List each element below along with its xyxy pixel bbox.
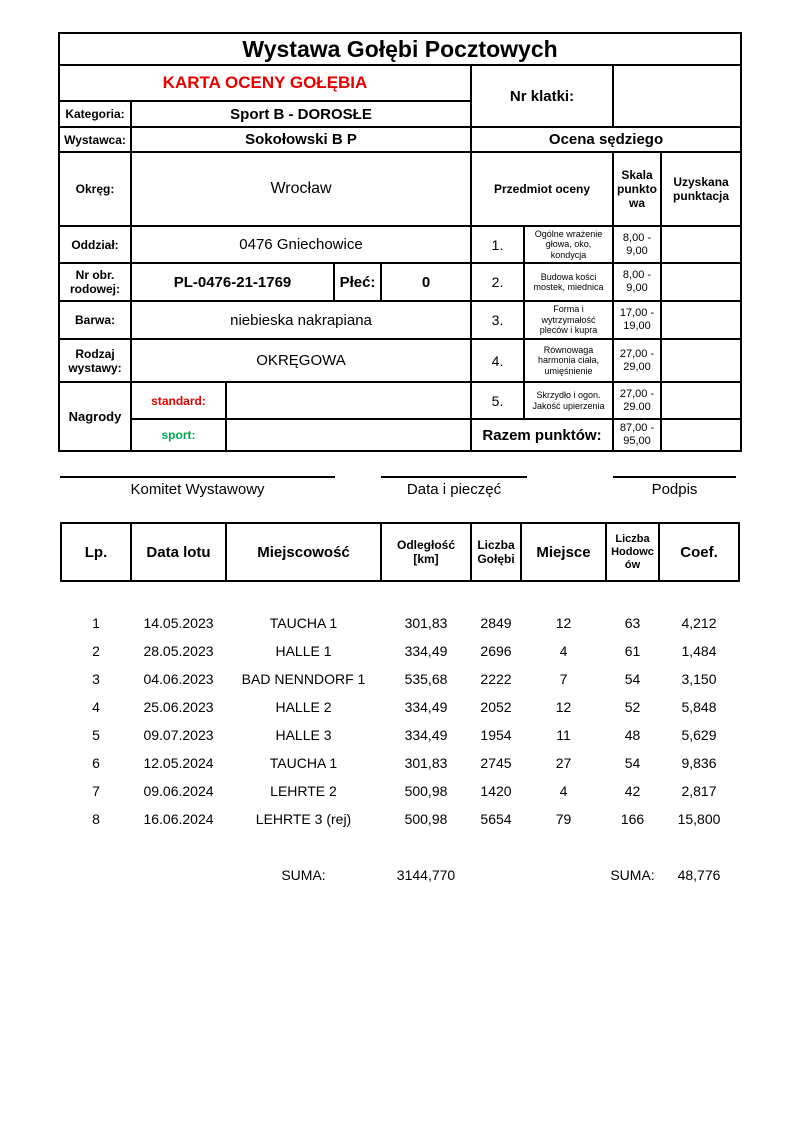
assessment-row-skala: 8,00 - 9,00: [613, 226, 661, 263]
cell-miejscowosc: HALLE 3: [275, 727, 332, 743]
cell-data-lotu: 12.05.2024: [143, 755, 214, 771]
plec-label: Płeć:: [334, 263, 381, 301]
cell-lp: 5: [92, 727, 100, 743]
cell-liczba-hodowcow: 63: [624, 615, 641, 631]
signature-block-data-pieczec: [381, 476, 527, 498]
column-header-miejscowosc: Miejscowość: [226, 523, 381, 581]
razem-punktow-label: Razem punktów:: [471, 419, 613, 451]
cell-lp: 7: [92, 783, 100, 799]
assessment-row-score-cell: [661, 339, 741, 382]
cell-lp: 8: [92, 811, 100, 827]
uzyskana-punktacja-header: Uzyskana punktacja: [661, 152, 741, 226]
assessment-row-number: 1.: [471, 226, 524, 263]
flight-header-row: [61, 523, 739, 581]
cell-miejscowosc: TAUCHA 1: [269, 615, 338, 631]
barwa-value: niebieska nakrapiana: [131, 301, 471, 339]
assessment-row-skala: 8,00 - 9,00: [613, 263, 661, 301]
nagrody-label: Nagrody: [59, 382, 131, 451]
cell-data-lotu: 28.05.2023: [143, 643, 214, 659]
assessment-row-desc: [524, 339, 613, 382]
suma-odleglosc-value: 3144,770: [396, 867, 456, 883]
cell-miejscowosc: HALLE 2: [275, 699, 332, 715]
signature-caption: Komitet Wystawowy: [130, 481, 265, 498]
nr-obr-label: Nr obr. rodowej:: [59, 263, 131, 301]
oddzial-label: Oddział:: [59, 226, 131, 263]
oddzial-value: 0476 Gniechowice: [131, 226, 471, 263]
flight-row: [61, 749, 739, 777]
cell-miejsce: 7: [559, 671, 568, 687]
okreg-value: Wrocław: [131, 152, 471, 226]
column-header-miejsce: Miejsce: [521, 523, 606, 581]
suma-label-right: SUMA:: [610, 867, 655, 883]
assessment-row-skala: 27,00 - 29.00: [613, 382, 661, 419]
assessment-row-score-cell: [661, 301, 741, 339]
empty-cell: [521, 861, 606, 889]
gap-row: [61, 833, 739, 861]
cell-liczba-golebi: 2222: [480, 671, 512, 687]
column-header-lp: Lp.: [61, 523, 131, 581]
flight-row: [61, 637, 739, 665]
cell-odleglosc: 334,49: [404, 727, 448, 743]
empty-cell: [131, 861, 226, 889]
cell-lp: 3: [92, 671, 100, 687]
signature-block-komitet: [60, 476, 335, 498]
cell-liczba-golebi: 5654: [480, 811, 512, 827]
assessment-row-number: 4.: [471, 339, 524, 382]
cell-liczba-hodowcow: 48: [624, 727, 641, 743]
cell-miejsce: 27: [555, 755, 572, 771]
cell-coef: 5,848: [681, 699, 717, 715]
cell-miejscowosc: LEHRTE 2: [270, 783, 337, 799]
flight-row: [61, 805, 739, 833]
cell-data-lotu: 09.06.2024: [143, 783, 214, 799]
column-header-liczba-hodowcow: Liczba Hodowców: [606, 523, 659, 581]
cell-odleglosc: 301,83: [404, 755, 448, 771]
cell-odleglosc: 301,83: [404, 615, 448, 631]
kategoria-label: Kategoria:: [59, 101, 131, 127]
assessment-row-skala: 27,00 - 29,00: [613, 339, 661, 382]
signature-block-podpis: [613, 476, 736, 498]
signature-line: [613, 476, 736, 478]
cell-miejsce: 4: [559, 783, 568, 799]
signature-caption: Podpis: [651, 481, 698, 498]
cell-miejsce: 79: [555, 811, 572, 827]
cell-miejscowosc: TAUCHA 1: [269, 755, 338, 771]
assessment-desc-text: Ogólne wrażenie głowa, oko, kondycja: [534, 228, 603, 260]
kategoria-value: Sport B - DOROSŁE: [131, 101, 471, 127]
cell-liczba-hodowcow: 54: [624, 755, 641, 771]
cell-miejscowosc: LEHRTE 3 (rej): [255, 811, 352, 827]
assessment-desc-text: Forma i wytrzymałość pleców i kupra: [539, 304, 598, 336]
cell-liczba-golebi: 2745: [480, 755, 512, 771]
cell-data-lotu: 16.06.2024: [143, 811, 214, 827]
ocena-sedziego-header: Ocena sędziego: [471, 127, 741, 152]
cell-liczba-hodowcow: 61: [624, 643, 641, 659]
column-header-coef: Coef.: [659, 523, 739, 581]
cell-liczba-hodowcow: 52: [624, 699, 641, 715]
cell-miejscowosc: BAD NENNDORF 1: [241, 671, 366, 687]
cell-lp: 6: [92, 755, 100, 771]
cell-odleglosc: 535,68: [404, 671, 448, 687]
cell-lp: 4: [92, 699, 100, 715]
signature-line: [381, 476, 527, 478]
assessment-desc-text: Budowa kości mostek, miednica: [533, 271, 604, 292]
cell-coef: 5,629: [681, 727, 717, 743]
flight-row: [61, 777, 739, 805]
plec-value: 0: [381, 263, 471, 301]
spacer-row: [61, 581, 739, 609]
column-header-liczba-golebi: Liczba Gołębi: [471, 523, 521, 581]
gap-cell: [61, 833, 739, 861]
suma-label-left: SUMA:: [281, 867, 326, 883]
nr-klatki-value-cell: [613, 65, 741, 127]
cell-lp: 2: [92, 643, 100, 659]
column-header-data-lotu: Data lotu: [131, 523, 226, 581]
cell-miejsce: 12: [555, 615, 572, 631]
nr-obr-value: PL-0476-21-1769: [131, 263, 334, 301]
cell-odleglosc: 500,98: [404, 811, 448, 827]
cell-coef: 3,150: [681, 671, 717, 687]
flight-row: [61, 721, 739, 749]
cell-coef: 4,212: [681, 615, 717, 631]
cell-liczba-golebi: 1954: [480, 727, 512, 743]
assessment-row-desc: [524, 226, 613, 263]
skala-punktowa-header: Skala punktowa: [613, 152, 661, 226]
cell-liczba-golebi: 2052: [480, 699, 512, 715]
card-title: KARTA OCENY GOŁĘBIA: [59, 65, 471, 101]
cell-liczba-golebi: 1420: [480, 783, 512, 799]
flight-row: [61, 693, 739, 721]
cell-data-lotu: 04.06.2023: [143, 671, 214, 687]
flight-row: [61, 609, 739, 637]
cell-data-lotu: 14.05.2023: [143, 615, 214, 631]
rodzaj-wystawy-label: Rodzaj wystawy:: [59, 339, 131, 382]
razem-punktow-score-cell: [661, 419, 741, 451]
cell-odleglosc: 334,49: [404, 643, 448, 659]
cell-odleglosc: 334,49: [404, 699, 448, 715]
cell-liczba-hodowcow: 54: [624, 671, 641, 687]
nagrody-sport-label: sport:: [131, 419, 226, 451]
cell-miejsce: 12: [555, 699, 572, 715]
empty-cell: [61, 861, 131, 889]
nagrody-standard-label: standard:: [131, 382, 226, 419]
empty-cell: [471, 861, 521, 889]
razem-punktow-skala: 87,00 - 95,00: [613, 419, 661, 451]
flight-results-table: [60, 522, 740, 889]
assessment-row-desc: [524, 263, 613, 301]
cell-coef: 9,836: [681, 755, 717, 771]
nr-klatki-label: Nr klatki:: [471, 65, 613, 127]
cell-lp: 1: [92, 615, 100, 631]
cell-miejsce: 11: [556, 727, 571, 743]
cell-liczba-golebi: 2849: [480, 615, 512, 631]
przedmiot-oceny-header: Przedmiot oceny: [471, 152, 613, 226]
cell-odleglosc: 500,98: [404, 783, 448, 799]
assessment-row-score-cell: [661, 263, 741, 301]
cell-coef: 2,817: [681, 783, 717, 799]
assessment-row-number: 5.: [471, 382, 524, 419]
assessment-row-desc: [524, 301, 613, 339]
flight-row: [61, 665, 739, 693]
assessment-desc-text: Równowaga harmonia ciała, umięśnienie: [537, 344, 600, 376]
cell-coef: 15,800: [677, 811, 721, 827]
cell-liczba-hodowcow: 166: [620, 811, 645, 827]
assessment-row-score-cell: [661, 382, 741, 419]
suma-row: [61, 861, 739, 889]
assessment-row-score-cell: [661, 226, 741, 263]
nagrody-standard-value-cell: [226, 382, 471, 419]
okreg-label: Okręg:: [59, 152, 131, 226]
suma-coef-value: 48,776: [677, 867, 721, 883]
cell-miejscowosc: HALLE 1: [275, 643, 332, 659]
cell-miejsce: 4: [559, 643, 568, 659]
assessment-row-desc: [524, 382, 613, 419]
cell-liczba-golebi: 2696: [480, 643, 512, 659]
assessment-row-number: 3.: [471, 301, 524, 339]
assessment-desc-text: Skrzydło i ogon. Jakość upierzenia: [532, 390, 605, 411]
barwa-label: Barwa:: [59, 301, 131, 339]
signature-caption: Data i pieczęć: [406, 481, 502, 498]
assessment-row-number: 2.: [471, 263, 524, 301]
nagrody-sport-value-cell: [226, 419, 471, 451]
page-title: Wystawa Gołębi Pocztowych: [59, 33, 741, 65]
cell-liczba-hodowcow: 42: [624, 783, 641, 799]
wystawca-value: Sokołowski B P: [131, 127, 471, 152]
signature-line: [60, 476, 335, 478]
rodzaj-wystawy-value: OKRĘGOWA: [131, 339, 471, 382]
cell-coef: 1,484: [681, 643, 717, 659]
column-header-odleglosc: Odległość [km]: [381, 523, 471, 581]
cell-data-lotu: 25.06.2023: [143, 699, 214, 715]
assessment-row-skala: 17,00 - 19,00: [613, 301, 661, 339]
spacer-cell: [61, 581, 739, 609]
evaluation-card-table: [58, 32, 742, 452]
cell-data-lotu: 09.07.2023: [143, 727, 214, 743]
wystawca-label: Wystawca:: [59, 127, 131, 152]
